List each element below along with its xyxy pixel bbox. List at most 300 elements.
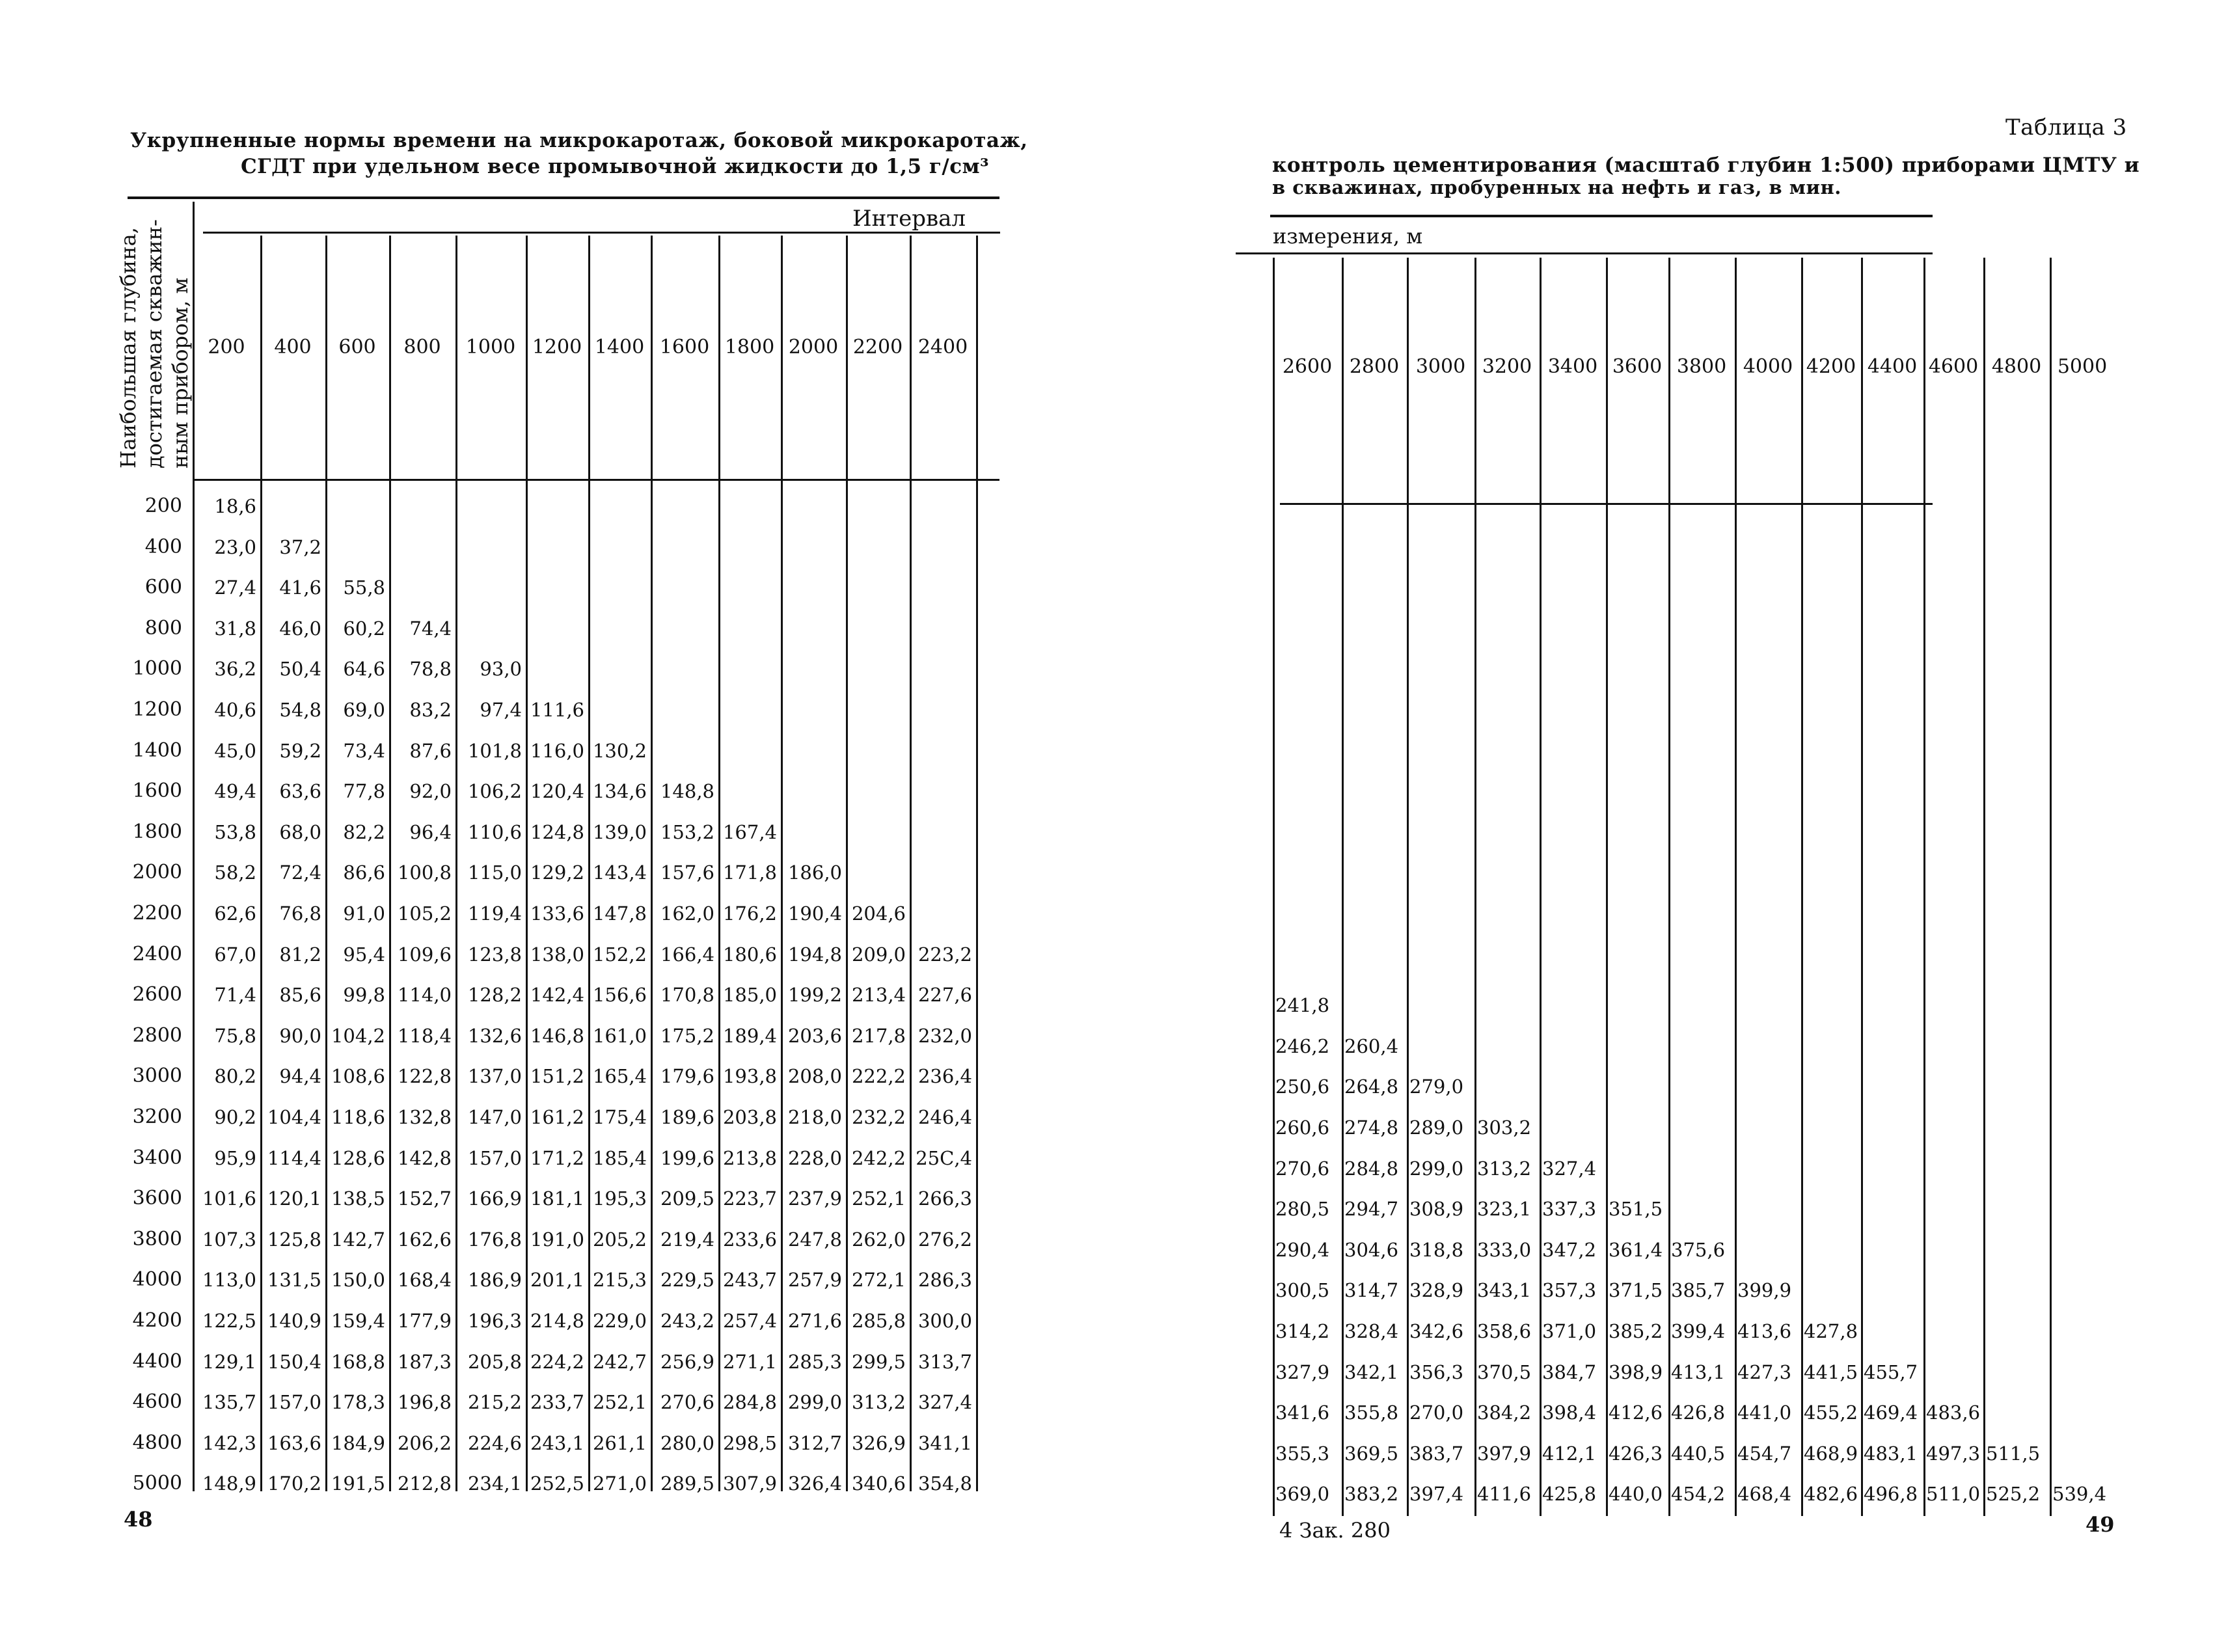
left-table-cell: 196,8 <box>397 1391 452 1414</box>
left-row-depth: 200 <box>144 494 182 517</box>
right-table-cell: 270,6 <box>1275 1157 1330 1180</box>
right-table-cell: 314,2 <box>1275 1320 1330 1342</box>
right-table-cell: 426,8 <box>1671 1401 1726 1424</box>
right-table-cell: 369,5 <box>1344 1442 1399 1465</box>
left-table-cell: 223,7 <box>722 1187 777 1210</box>
right-table-cell: 483,6 <box>1926 1401 1981 1424</box>
left-table-cell: 203,6 <box>787 1024 842 1047</box>
left-column-header: 200 <box>208 336 245 359</box>
left-table-cell: 199,2 <box>787 984 842 1007</box>
left-group-header: Интервал <box>852 206 966 232</box>
left-table-cell: 142,8 <box>397 1146 452 1169</box>
left-table-cell: 45,0 <box>214 739 256 762</box>
left-table-cell: 111,6 <box>530 699 584 721</box>
left-table-cell: 252,5 <box>530 1472 584 1495</box>
left-row-depth: 2600 <box>132 983 182 1007</box>
left-table-cell: 138,0 <box>530 943 584 966</box>
left-table-cell: 94,4 <box>279 1065 321 1088</box>
left-table-cell: 189,4 <box>722 1024 777 1047</box>
right-table-cell: 413,6 <box>1737 1320 1792 1342</box>
left-table-cell: 184,9 <box>331 1431 385 1454</box>
right-column-header: 2600 <box>1282 355 1333 378</box>
left-table-cell: 95,9 <box>214 1146 256 1169</box>
left-table-cell: 152,7 <box>397 1187 452 1210</box>
right-table-cell: 375,6 <box>1671 1238 1726 1261</box>
left-table-cell: 285,8 <box>851 1310 906 1332</box>
right-column-line <box>1923 258 1925 1516</box>
left-table-cell: 299,0 <box>787 1391 842 1414</box>
left-row-depth: 2400 <box>132 942 182 966</box>
left-table-cell: 163,6 <box>267 1431 321 1454</box>
right-table-cell: 383,2 <box>1344 1483 1399 1506</box>
left-group-rule <box>203 232 1000 234</box>
right-title-line1: контроль цементирования (масштаб глубин 1:500) приборами ЦМТУ и <box>1272 154 2140 177</box>
right-table-cell: 241,8 <box>1275 994 1330 1017</box>
right-table-cell: 327,4 <box>1542 1157 1597 1180</box>
left-table-cell: 25С,4 <box>916 1146 972 1169</box>
left-table-cell: 209,5 <box>660 1187 714 1210</box>
left-table-cell: 90,0 <box>279 1024 321 1047</box>
left-table-cell: 180,6 <box>722 943 777 966</box>
right-column-header: 3200 <box>1482 355 1532 378</box>
left-row-depth: 800 <box>144 616 182 640</box>
left-table-cell: 243,2 <box>660 1310 714 1332</box>
left-table-cell: 203,8 <box>722 1106 777 1128</box>
left-column-header: 1800 <box>724 336 775 359</box>
right-table-cell: 397,4 <box>1409 1483 1464 1506</box>
right-table-cell: 355,3 <box>1275 1442 1330 1465</box>
left-table-cell: 170,8 <box>660 984 714 1007</box>
left-table-cell: 252,1 <box>851 1187 906 1210</box>
left-table-cell: 143,4 <box>592 861 647 884</box>
left-table-cell: 242,2 <box>851 1146 906 1169</box>
right-table-cell: 496,8 <box>1864 1483 1918 1506</box>
left-table-cell: 41,6 <box>279 576 321 599</box>
left-row-depth: 1400 <box>132 738 182 762</box>
right-table-cell: 441,0 <box>1737 1401 1792 1424</box>
left-table-cell: 223,2 <box>917 943 972 966</box>
left-table-cell: 185,0 <box>722 984 777 1007</box>
right-table-cell: 300,5 <box>1275 1279 1330 1302</box>
left-title-line2: СГДТ при удельном весе промывочной жидкости до 1,5 г/см³ <box>241 155 990 178</box>
left-table-cell: 137,0 <box>467 1065 522 1088</box>
left-table-cell: 256,9 <box>660 1350 714 1373</box>
right-table-cell: 384,7 <box>1542 1361 1597 1383</box>
left-table-cell: 23,0 <box>214 535 256 558</box>
left-table-cell: 246,4 <box>917 1106 972 1128</box>
left-table-cell: 104,2 <box>331 1024 385 1047</box>
left-table-cell: 151,2 <box>530 1065 584 1088</box>
right-group-rule <box>1236 252 1933 254</box>
right-table-cell: 482,6 <box>1804 1483 1858 1506</box>
left-table-cell: 87,6 <box>409 739 452 762</box>
left-table-cell: 80,2 <box>214 1065 256 1088</box>
left-table-cell: 233,6 <box>722 1228 777 1251</box>
left-table-cell: 142,4 <box>530 984 584 1007</box>
right-table-cell: 441,5 <box>1804 1361 1858 1383</box>
left-table-cell: 227,6 <box>917 984 972 1007</box>
left-table-cell: 115,0 <box>467 861 522 884</box>
left-table-cell: 97,4 <box>480 699 522 721</box>
left-table-cell: 232,0 <box>917 1024 972 1047</box>
right-table-cell: 246,2 <box>1275 1035 1330 1057</box>
right-table-cell: 454,2 <box>1671 1483 1726 1506</box>
left-column-header: 800 <box>403 336 441 359</box>
left-table-cell: 177,9 <box>397 1310 452 1332</box>
left-table-cell: 53,8 <box>214 820 256 843</box>
left-table-cell: 243,7 <box>722 1269 777 1292</box>
right-table-cell: 383,7 <box>1409 1442 1464 1465</box>
right-table-cell: 343,1 <box>1477 1279 1532 1302</box>
left-table-cell: 93,0 <box>480 658 522 681</box>
left-table-cell: 228,0 <box>787 1146 842 1169</box>
left-table-cell: 67,0 <box>214 943 256 966</box>
left-table-cell: 104,4 <box>267 1106 321 1128</box>
left-table-cell: 186,0 <box>787 861 842 884</box>
left-table-cell: 146,8 <box>530 1024 584 1047</box>
right-table-cell: 440,0 <box>1609 1483 1663 1506</box>
left-row-depth: 3600 <box>132 1187 182 1210</box>
right-table-cell: 358,6 <box>1477 1320 1532 1342</box>
right-table-cell: 279,0 <box>1409 1076 1464 1098</box>
right-table-cell: 455,7 <box>1864 1361 1918 1383</box>
right-table-cell: 398,9 <box>1609 1361 1663 1383</box>
footer-note: 4 Зак. 280 <box>1279 1518 1391 1543</box>
right-table-cell: 303,2 <box>1477 1117 1532 1139</box>
left-table-cell: 307,9 <box>722 1472 777 1495</box>
left-table-cell: 152,2 <box>592 943 647 966</box>
left-table-cell: 189,6 <box>660 1106 714 1128</box>
left-table-cell: 236,4 <box>917 1065 972 1088</box>
left-table-cell: 298,5 <box>722 1431 777 1454</box>
left-column-line <box>193 202 195 1491</box>
left-table-cell: 139,0 <box>592 820 647 843</box>
left-table-cell: 40,6 <box>214 699 256 721</box>
left-table-cell: 162,0 <box>660 902 714 925</box>
left-column-header: 1000 <box>465 336 516 359</box>
left-table-cell: 120,4 <box>530 780 584 803</box>
left-table-cell: 276,2 <box>917 1228 972 1251</box>
right-column-line <box>1983 258 1985 1516</box>
right-table-cell: 425,8 <box>1542 1483 1597 1506</box>
left-table-cell: 83,2 <box>409 699 452 721</box>
right-table-cell: 290,4 <box>1275 1238 1330 1261</box>
left-row-depth: 3400 <box>132 1146 182 1169</box>
left-table-cell: 120,1 <box>267 1187 321 1210</box>
right-column-header: 4400 <box>1867 355 1918 378</box>
left-table-cell: 168,4 <box>397 1269 452 1292</box>
left-row-depth: 2800 <box>132 1023 182 1047</box>
right-table-cell: 511,5 <box>1986 1442 2041 1465</box>
left-table-cell: 262,0 <box>851 1228 906 1251</box>
left-table-cell: 109,6 <box>397 943 452 966</box>
right-table-cell: 371,5 <box>1609 1279 1663 1302</box>
left-table-cell: 199,6 <box>660 1146 714 1169</box>
left-table-cell: 64,6 <box>343 658 385 681</box>
right-table-cell: 370,5 <box>1477 1361 1532 1383</box>
left-column-header: 600 <box>338 336 376 359</box>
left-table-cell: 107,3 <box>202 1228 256 1251</box>
left-table-cell: 128,2 <box>467 984 522 1007</box>
left-table-cell: 168,8 <box>331 1350 385 1373</box>
left-table-cell: 229,0 <box>592 1310 647 1332</box>
left-table-cell: 157,0 <box>467 1146 522 1169</box>
right-column-header: 3400 <box>1547 355 1598 378</box>
left-row-depth: 600 <box>144 576 182 599</box>
right-table-cell: 384,2 <box>1477 1401 1532 1424</box>
left-table-cell: 247,8 <box>787 1228 842 1251</box>
right-column-line <box>1861 258 1863 1516</box>
left-table-cell: 92,0 <box>409 780 452 803</box>
left-table-cell: 270,6 <box>660 1391 714 1414</box>
left-table-cell: 129,2 <box>530 861 584 884</box>
left-table-cell: 123,8 <box>467 943 522 966</box>
left-table-cell: 313,7 <box>917 1350 972 1373</box>
left-table-cell: 147,0 <box>467 1106 522 1128</box>
right-table-cell: 525,2 <box>1986 1483 2041 1506</box>
right-table-cell: 323,1 <box>1477 1198 1532 1221</box>
left-row-depth: 3000 <box>132 1064 182 1088</box>
left-table-cell: 326,4 <box>787 1472 842 1495</box>
left-table-cell: 108,6 <box>331 1065 385 1088</box>
right-table-cell: 308,9 <box>1409 1198 1464 1221</box>
left-row-depth: 2200 <box>132 902 182 925</box>
left-table-cell: 289,5 <box>660 1472 714 1495</box>
left-table-cell: 205,8 <box>467 1350 522 1373</box>
right-table-cell: 264,8 <box>1344 1076 1399 1098</box>
left-table-cell: 91,0 <box>343 902 385 925</box>
right-top-rule <box>1270 215 1933 217</box>
right-table-cell: 399,4 <box>1671 1320 1726 1342</box>
left-table-cell: 194,8 <box>787 943 842 966</box>
left-table-cell: 191,5 <box>331 1472 385 1495</box>
right-column-header: 4600 <box>1928 355 1979 378</box>
left-table-cell: 114,0 <box>397 984 452 1007</box>
left-table-cell: 257,9 <box>787 1269 842 1292</box>
left-table-cell: 326,9 <box>851 1431 906 1454</box>
left-table-cell: 201,1 <box>530 1269 584 1292</box>
left-table-cell: 157,6 <box>660 861 714 884</box>
left-table-cell: 171,8 <box>722 861 777 884</box>
right-table-cell: 440,5 <box>1671 1442 1726 1465</box>
left-table-cell: 128,6 <box>331 1146 385 1169</box>
left-table-cell: 106,2 <box>467 780 522 803</box>
left-table-cell: 161,2 <box>530 1106 584 1128</box>
right-table-cell: 328,9 <box>1409 1279 1464 1302</box>
left-column-line <box>846 236 848 1491</box>
right-table-cell: 318,8 <box>1409 1238 1464 1261</box>
left-table-cell: 150,4 <box>267 1350 321 1373</box>
left-table-cell: 213,8 <box>722 1146 777 1169</box>
left-table-cell: 243,1 <box>530 1431 584 1454</box>
left-table-cell: 167,4 <box>722 820 777 843</box>
right-table-cell: 280,5 <box>1275 1198 1330 1221</box>
left-table-cell: 272,1 <box>851 1269 906 1292</box>
right-table-cell: 397,9 <box>1477 1442 1532 1465</box>
right-table-cell: 413,1 <box>1671 1361 1726 1383</box>
right-table-cell: 426,3 <box>1609 1442 1663 1465</box>
left-column-header: 2200 <box>852 336 903 359</box>
left-top-rule <box>128 196 999 199</box>
left-table-cell: 122,8 <box>397 1065 452 1088</box>
right-column-line <box>2050 258 2052 1516</box>
right-table-cell: 371,0 <box>1542 1320 1597 1342</box>
left-table-cell: 170,2 <box>267 1472 321 1495</box>
left-table-cell: 181,1 <box>530 1187 584 1210</box>
right-table-cell: 361,4 <box>1609 1238 1663 1261</box>
left-table-cell: 50,4 <box>279 658 321 681</box>
left-table-cell: 205,2 <box>592 1228 647 1251</box>
right-page <box>1114 0 2228 1652</box>
left-table-cell: 69,0 <box>343 699 385 721</box>
left-table-cell: 171,2 <box>530 1146 584 1169</box>
left-row-depth: 1000 <box>132 657 182 681</box>
left-row-depth: 4400 <box>132 1349 182 1373</box>
right-group-header: измерения, м <box>1273 224 1423 249</box>
left-table-cell: 78,8 <box>409 658 452 681</box>
right-table-cell: 483,1 <box>1864 1442 1918 1465</box>
right-table-cell: 427,3 <box>1737 1361 1792 1383</box>
right-table-cell: 333,0 <box>1477 1238 1532 1261</box>
left-table-cell: 37,2 <box>279 535 321 558</box>
left-table-cell: 166,4 <box>660 943 714 966</box>
left-row-depth: 400 <box>144 535 182 558</box>
right-table-cell: 385,7 <box>1671 1279 1726 1302</box>
left-table-cell: 85,6 <box>279 984 321 1007</box>
left-row-depth: 1800 <box>132 820 182 843</box>
left-table-cell: 185,4 <box>592 1146 647 1169</box>
left-table-cell: 71,4 <box>214 984 256 1007</box>
right-table-cell: 270,0 <box>1409 1401 1464 1424</box>
right-table-cell: 341,6 <box>1275 1401 1330 1424</box>
left-table-cell: 150,0 <box>331 1269 385 1292</box>
left-table-cell: 157,0 <box>267 1391 321 1414</box>
left-table-cell: 234,1 <box>467 1472 522 1495</box>
left-table-cell: 133,6 <box>530 902 584 925</box>
left-table-cell: 119,4 <box>467 902 522 925</box>
right-column-header: 4800 <box>1991 355 2042 378</box>
left-table-cell: 284,8 <box>722 1391 777 1414</box>
left-row-depth: 1600 <box>132 779 182 803</box>
left-table-cell: 18,6 <box>214 495 256 517</box>
left-table-cell: 129,1 <box>202 1350 256 1373</box>
right-table-cell: 497,3 <box>1926 1442 1981 1465</box>
left-table-cell: 212,8 <box>397 1472 452 1495</box>
right-header-rule <box>1280 503 1933 505</box>
right-table-cell: 314,7 <box>1344 1279 1399 1302</box>
left-table-cell: 74,4 <box>409 617 452 640</box>
right-table-cell: 327,9 <box>1275 1361 1330 1383</box>
left-table-cell: 130,2 <box>592 739 647 762</box>
left-table-cell: 354,8 <box>917 1472 972 1495</box>
left-table-cell: 156,6 <box>592 984 647 1007</box>
left-table-cell: 233,7 <box>530 1391 584 1414</box>
left-table-cell: 271,1 <box>722 1350 777 1373</box>
left-table-cell: 340,6 <box>851 1472 906 1495</box>
left-row-depth: 4200 <box>132 1309 182 1332</box>
left-header-rule <box>193 479 999 481</box>
table-label: Таблица 3 <box>2005 115 2127 141</box>
left-table-cell: 224,6 <box>467 1431 522 1454</box>
left-table-cell: 113,0 <box>202 1269 256 1292</box>
right-column-header: 4200 <box>1806 355 1856 378</box>
left-table-cell: 280,0 <box>660 1431 714 1454</box>
left-table-cell: 178,3 <box>331 1391 385 1414</box>
left-table-cell: 257,4 <box>722 1310 777 1332</box>
left-title-line1: Укрупненные нормы времени на микрокаротаж, боковой микрокаротаж, <box>130 129 1028 152</box>
left-table-cell: 175,4 <box>592 1106 647 1128</box>
right-table-cell: 511,0 <box>1926 1483 1981 1506</box>
right-table-cell: 468,4 <box>1737 1483 1792 1506</box>
right-column-header: 3000 <box>1415 355 1466 378</box>
left-table-cell: 36,2 <box>214 658 256 681</box>
left-table-cell: 313,2 <box>851 1391 906 1414</box>
right-table-cell: 355,8 <box>1344 1401 1399 1424</box>
left-table-cell: 140,9 <box>267 1310 321 1332</box>
left-table-cell: 142,3 <box>202 1431 256 1454</box>
left-column-header: 1600 <box>659 336 710 359</box>
left-table-cell: 114,4 <box>267 1146 321 1169</box>
left-column-line <box>910 236 912 1491</box>
left-table-cell: 135,7 <box>202 1391 256 1414</box>
left-table-cell: 161,0 <box>592 1024 647 1047</box>
left-table-cell: 229,5 <box>660 1269 714 1292</box>
right-title-line2: в скважинах, пробуренных на нефть и газ, в мин. <box>1272 176 1841 198</box>
right-table-cell: 412,1 <box>1542 1442 1597 1465</box>
left-table-cell: 299,5 <box>851 1350 906 1373</box>
left-table-cell: 213,4 <box>851 984 906 1007</box>
left-table-cell: 341,1 <box>917 1431 972 1454</box>
right-table-cell: 284,8 <box>1344 1157 1399 1180</box>
left-table-cell: 237,9 <box>787 1187 842 1210</box>
left-table-cell: 54,8 <box>279 699 321 721</box>
right-table-cell: 274,8 <box>1344 1117 1399 1139</box>
left-table-cell: 176,8 <box>467 1228 522 1251</box>
left-table-cell: 286,3 <box>917 1269 972 1292</box>
right-table-cell: 289,0 <box>1409 1117 1464 1139</box>
left-row-depth: 4600 <box>132 1390 182 1414</box>
left-table-cell: 55,8 <box>343 576 385 599</box>
left-column-header: 2000 <box>788 336 839 359</box>
left-table-cell: 100,8 <box>397 861 452 884</box>
right-table-cell: 468,9 <box>1804 1442 1858 1465</box>
left-column-line <box>976 236 978 1491</box>
left-table-cell: 266,3 <box>917 1187 972 1210</box>
left-page-number: 48 <box>124 1507 153 1532</box>
left-table-cell: 59,2 <box>279 739 321 762</box>
left-table-cell: 175,2 <box>660 1024 714 1047</box>
left-table-cell: 116,0 <box>530 739 584 762</box>
left-table-cell: 242,7 <box>592 1350 647 1373</box>
left-table-cell: 138,5 <box>331 1187 385 1210</box>
right-column-header: 3800 <box>1676 355 1727 378</box>
right-table-cell: 427,8 <box>1804 1320 1858 1342</box>
left-table-cell: 60,2 <box>343 617 385 640</box>
left-table-cell: 131,5 <box>267 1269 321 1292</box>
right-table-cell: 328,4 <box>1344 1320 1399 1342</box>
left-table-cell: 132,6 <box>467 1024 522 1047</box>
right-table-cell: 260,4 <box>1344 1035 1399 1057</box>
right-column-header: 3600 <box>1612 355 1663 378</box>
left-table-cell: 96,4 <box>409 820 452 843</box>
left-table-cell: 86,6 <box>343 861 385 884</box>
left-table-cell: 90,2 <box>214 1106 256 1128</box>
left-table-cell: 134,6 <box>592 780 647 803</box>
left-row-depth: 1200 <box>132 698 182 721</box>
left-table-cell: 31,8 <box>214 617 256 640</box>
left-table-cell: 217,8 <box>851 1024 906 1047</box>
left-table-cell: 271,6 <box>787 1310 842 1332</box>
